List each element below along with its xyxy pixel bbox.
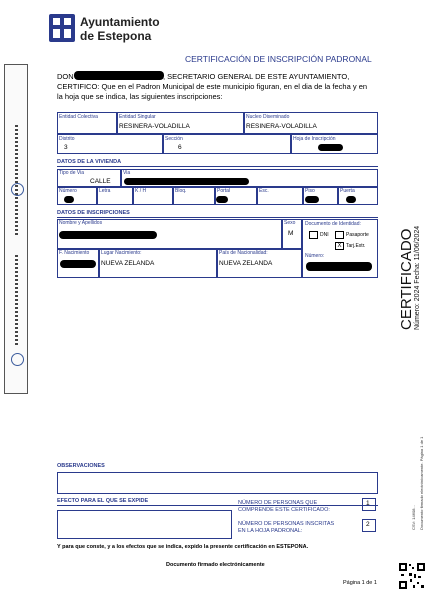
tipo-via-value: CALLE	[90, 178, 111, 185]
logo-line-2: de Estepona	[80, 29, 152, 43]
count1-label-1: NÚMERO DE PERSONAS QUE	[238, 500, 318, 506]
intro-line-1-end: , SECRETARIO GENERAL DE ESTE AYUNTAMIENTO,	[163, 72, 350, 81]
redacted-puerta	[346, 196, 356, 203]
qr-code-icon	[398, 562, 426, 590]
redacted-name	[74, 71, 164, 80]
logo-line-1: Ayuntamiento	[80, 15, 160, 29]
doc-numero-label: Número:	[305, 253, 325, 259]
documento-label: Documento de Identidad:	[305, 221, 361, 227]
vivienda-section-title: DATOS DE LA VIVIENDA	[57, 159, 122, 165]
closing-text: Y para que conste, y a los efectos que se indica, expido la presente certificación en ESTEPONA.	[57, 544, 309, 550]
efecto-rule	[57, 505, 378, 506]
pasaporte-checkbox	[335, 231, 344, 239]
pasaporte-label: Pasaporte	[346, 232, 369, 238]
signed-text: Documento firmado electrónicamente	[166, 562, 265, 568]
pais-value: NUEVA ZELANDA	[219, 260, 273, 267]
pais-label: País de Nacionalidad:	[219, 250, 268, 256]
inscripciones-section-title: DATOS DE INSCRIPCIONES	[57, 210, 130, 216]
redacted-piso	[305, 196, 319, 203]
numero-label: Número	[59, 188, 77, 194]
letra-label: Letra	[99, 188, 111, 194]
distrito-value: 3	[64, 144, 68, 151]
tarj-checkbox: X	[335, 242, 344, 250]
entidad-singular-value: RESINERA-VOLADILLA	[119, 123, 190, 130]
via-label: Via	[123, 170, 131, 176]
count2-value: 2	[366, 521, 370, 528]
tarj-label: Tarj.Extr.	[346, 243, 366, 249]
puerta-label: Puerta	[340, 188, 355, 194]
tipo-via-label: Tipo de Via	[59, 170, 85, 176]
page-number: Página 1 de 1	[343, 580, 377, 586]
piso-label: Piso	[305, 188, 315, 194]
redacted-nacimiento	[60, 260, 96, 268]
portal-label: Portal	[217, 188, 231, 194]
redacted-nombre	[59, 231, 157, 239]
lugar-value: NUEVA ZELANDA	[101, 260, 155, 267]
observaciones-title: OBSERVACIONES	[57, 463, 105, 469]
intro-line-1-start: DON	[57, 72, 74, 81]
hoja-label: Hoja de Inscripción	[293, 136, 336, 142]
vivienda-rule	[57, 166, 378, 167]
sexo-value: M	[288, 230, 294, 237]
bloq-label: Bloq.	[175, 188, 187, 194]
entidad-singular-label: Entidad Singular	[119, 114, 156, 120]
redacted-via	[124, 178, 249, 185]
nacimiento-label: F. Nacimiento	[59, 250, 90, 256]
km-label: K / H	[135, 188, 147, 194]
count1-label-2: COMPRENDE ESTE CERTIFICADO:	[238, 507, 330, 513]
count2-label-2: EN LA HOJA PADRONAL:	[238, 528, 303, 534]
intro-line-2: CERTIFICO: Que en el Padron Municipal de este municipio figuran, en el dia de la fecha y en	[57, 82, 368, 91]
efecto-box	[57, 510, 232, 539]
redacted-hoja	[318, 144, 343, 151]
observaciones-box	[57, 472, 378, 494]
seccion-value: 6	[178, 144, 182, 151]
stamp-csv: CSV: 14608...	[411, 505, 416, 530]
dni-label: DNI	[320, 232, 329, 238]
distrito-label: Distrito	[59, 136, 75, 142]
entidad-colectiva-label: Entidad Colectiva	[59, 114, 98, 120]
redacted-portal	[216, 196, 228, 203]
redacted-numero	[64, 196, 74, 203]
count2-label-1: NÚMERO DE PERSONAS INSCRITAS	[238, 521, 335, 527]
lugar-label: Lugar Nacimiento:	[101, 250, 142, 256]
logo-emblem-icon	[48, 13, 76, 43]
certificado-stamp: CERTIFICADO	[398, 228, 415, 330]
left-signature-strip	[4, 64, 28, 394]
stamp-signed: Documento firmado electrónicamente. Página 1 de 1	[419, 436, 424, 530]
efecto-title: EFECTO PARA EL QUE SE EXPIDE	[57, 498, 149, 504]
count1-value: 1	[366, 500, 370, 507]
intro-line-3: la hoja que se indica, las siguientes inscripciones:	[57, 92, 223, 101]
nucleo-label: Nucleo Diseminado	[246, 114, 290, 120]
inscripciones-rule	[57, 217, 378, 218]
dni-checkbox	[309, 231, 318, 239]
esc-label: Esc.	[259, 188, 269, 194]
stamp-number-date: Número: 2024 Fecha: 11/06/2024	[414, 225, 421, 330]
redacted-doc-numero	[306, 262, 372, 271]
sexo-label: Sexo	[284, 220, 296, 226]
nombre-label: Nombre y Apellidos	[59, 220, 103, 226]
page-title: CERTIFICACIÓN DE INSCRIPCIÓN PADRONAL	[185, 54, 372, 64]
seccion-label: Sección	[165, 136, 183, 142]
nucleo-value: RESINERA-VOLADILLA	[246, 123, 317, 130]
